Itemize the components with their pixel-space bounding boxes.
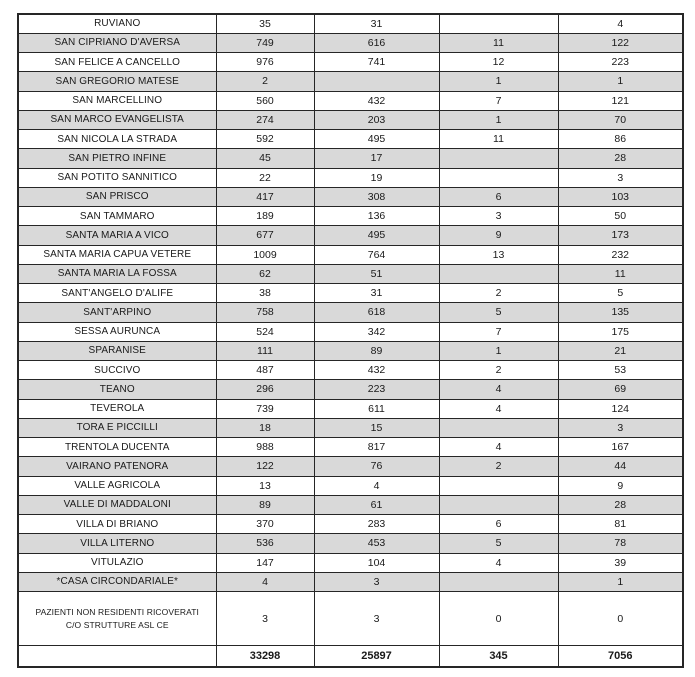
municipality-name-cell: SPARANISE xyxy=(18,341,216,360)
table-row xyxy=(18,91,683,110)
totals-row xyxy=(18,646,683,667)
value-cell: 616 xyxy=(314,33,439,52)
value-cell: 495 xyxy=(314,226,439,245)
municipality-name-cell: SESSA AURUNCA xyxy=(18,322,216,341)
value-cell: 44 xyxy=(558,457,683,476)
municipality-name-cell: TRENTOLA DUCENTA xyxy=(18,438,216,457)
value-cell: 124 xyxy=(558,399,683,418)
table-row xyxy=(18,572,683,591)
municipality-name-cell: SAN PIETRO INFINE xyxy=(18,149,216,168)
value-cell: 78 xyxy=(558,534,683,553)
municipality-name-cell: SAN FELICE A CANCELLO xyxy=(18,53,216,72)
value-cell: 5 xyxy=(558,284,683,303)
value-cell: 487 xyxy=(216,361,314,380)
municipality-name-cell: SANT'ANGELO D'ALIFE xyxy=(18,284,216,303)
value-cell: 13 xyxy=(216,476,314,495)
value-cell: 4 xyxy=(314,476,439,495)
value-cell xyxy=(439,476,558,495)
value-cell: 9 xyxy=(439,226,558,245)
municipality-name-cell: VALLE DI MADDALONI xyxy=(18,495,216,514)
value-cell: 19 xyxy=(314,168,439,187)
value-cell: 18 xyxy=(216,418,314,437)
value-cell: 31 xyxy=(314,14,439,33)
value-cell: 86 xyxy=(558,130,683,149)
table-row xyxy=(18,14,683,33)
value-cell: 1 xyxy=(558,572,683,591)
value-cell: 17 xyxy=(314,149,439,168)
value-cell: 432 xyxy=(314,361,439,380)
value-cell: 749 xyxy=(216,33,314,52)
table-row xyxy=(18,592,683,646)
value-cell: 677 xyxy=(216,226,314,245)
value-cell xyxy=(439,572,558,591)
municipality-name-cell: TEVEROLA xyxy=(18,399,216,418)
value-cell: 89 xyxy=(216,495,314,514)
value-cell: 560 xyxy=(216,91,314,110)
value-cell: 2 xyxy=(439,457,558,476)
value-cell: 22 xyxy=(216,168,314,187)
value-cell: 147 xyxy=(216,553,314,572)
value-cell: 122 xyxy=(558,33,683,52)
value-cell: 5 xyxy=(439,303,558,322)
municipality-name-cell: SANTA MARIA A VICO xyxy=(18,226,216,245)
value-cell: 51 xyxy=(314,264,439,283)
value-cell: 39 xyxy=(558,553,683,572)
totals-value-cell: 33298 xyxy=(216,646,314,667)
municipality-name-cell: SANTA MARIA CAPUA VETERE xyxy=(18,245,216,264)
value-cell: 53 xyxy=(558,361,683,380)
table-row xyxy=(18,72,683,91)
value-cell: 203 xyxy=(314,110,439,129)
municipality-name-cell: RUVIANO xyxy=(18,14,216,33)
municipality-name-cell: *CASA CIRCONDARIALE* xyxy=(18,572,216,591)
municipality-data-table xyxy=(17,13,684,668)
value-cell: 62 xyxy=(216,264,314,283)
value-cell: 3 xyxy=(558,168,683,187)
value-cell: 223 xyxy=(558,53,683,72)
value-cell: 136 xyxy=(314,207,439,226)
value-cell: 1009 xyxy=(216,245,314,264)
municipality-name-cell: SAN MARCELLINO xyxy=(18,91,216,110)
totals-label-cell xyxy=(18,646,216,667)
municipality-name-cell: VITULAZIO xyxy=(18,553,216,572)
value-cell: 536 xyxy=(216,534,314,553)
value-cell: 38 xyxy=(216,284,314,303)
value-cell: 5 xyxy=(439,534,558,553)
value-cell: 11 xyxy=(558,264,683,283)
value-cell: 121 xyxy=(558,91,683,110)
table-row xyxy=(18,168,683,187)
table-row xyxy=(18,245,683,264)
value-cell: 103 xyxy=(558,187,683,206)
value-cell: 175 xyxy=(558,322,683,341)
municipality-name-cell: SANTA MARIA LA FOSSA xyxy=(18,264,216,283)
value-cell: 9 xyxy=(558,476,683,495)
value-cell: 741 xyxy=(314,53,439,72)
value-cell xyxy=(439,495,558,514)
value-cell: 11 xyxy=(439,130,558,149)
value-cell: 69 xyxy=(558,380,683,399)
value-cell: 524 xyxy=(216,322,314,341)
value-cell: 61 xyxy=(314,495,439,514)
value-cell: 976 xyxy=(216,53,314,72)
value-cell: 21 xyxy=(558,341,683,360)
value-cell: 739 xyxy=(216,399,314,418)
value-cell: 611 xyxy=(314,399,439,418)
value-cell: 283 xyxy=(314,515,439,534)
municipality-name-cell: VILLA DI BRIANO xyxy=(18,515,216,534)
municipality-name-cell: TORA E PICCILLI xyxy=(18,418,216,437)
value-cell: 1 xyxy=(439,110,558,129)
value-cell: 223 xyxy=(314,380,439,399)
value-cell: 1 xyxy=(439,72,558,91)
value-cell: 296 xyxy=(216,380,314,399)
municipality-name-cell: SAN NICOLA LA STRADA xyxy=(18,130,216,149)
value-cell: 6 xyxy=(439,515,558,534)
value-cell: 370 xyxy=(216,515,314,534)
value-cell: 3 xyxy=(216,592,314,646)
table-row xyxy=(18,303,683,322)
value-cell: 988 xyxy=(216,438,314,457)
value-cell xyxy=(439,168,558,187)
value-cell: 31 xyxy=(314,284,439,303)
value-cell: 70 xyxy=(558,110,683,129)
municipality-name-cell: VAIRANO PATENORA xyxy=(18,457,216,476)
municipality-name-cell: SUCCIVO xyxy=(18,361,216,380)
value-cell: 3 xyxy=(314,572,439,591)
value-cell: 1 xyxy=(558,72,683,91)
value-cell: 274 xyxy=(216,110,314,129)
value-cell: 3 xyxy=(314,592,439,646)
value-cell: 89 xyxy=(314,341,439,360)
value-cell: 618 xyxy=(314,303,439,322)
table-row xyxy=(18,418,683,437)
totals-value-cell: 7056 xyxy=(558,646,683,667)
municipality-name-cell: SAN TAMMARO xyxy=(18,207,216,226)
value-cell: 13 xyxy=(439,245,558,264)
value-cell: 3 xyxy=(558,418,683,437)
municipality-name-cell: PAZIENTI NON RESIDENTI RICOVERATI C/O STRUTTURE ASL CE xyxy=(18,592,216,646)
value-cell: 11 xyxy=(439,33,558,52)
value-cell: 592 xyxy=(216,130,314,149)
value-cell: 4 xyxy=(558,14,683,33)
value-cell: 6 xyxy=(439,187,558,206)
table-row xyxy=(18,264,683,283)
table-row xyxy=(18,341,683,360)
value-cell xyxy=(314,72,439,91)
table-row xyxy=(18,110,683,129)
municipality-name-cell: VALLE AGRICOLA xyxy=(18,476,216,495)
value-cell: 104 xyxy=(314,553,439,572)
value-cell: 122 xyxy=(216,457,314,476)
value-cell: 453 xyxy=(314,534,439,553)
value-cell: 2 xyxy=(439,361,558,380)
value-cell: 308 xyxy=(314,187,439,206)
value-cell: 0 xyxy=(558,592,683,646)
value-cell: 7 xyxy=(439,322,558,341)
table-row xyxy=(18,149,683,168)
value-cell: 4 xyxy=(439,380,558,399)
value-cell: 4 xyxy=(216,572,314,591)
value-cell: 0 xyxy=(439,592,558,646)
table-row xyxy=(18,33,683,52)
value-cell: 495 xyxy=(314,130,439,149)
municipality-name-cell: SAN CIPRIANO D'AVERSA xyxy=(18,33,216,52)
value-cell: 135 xyxy=(558,303,683,322)
municipality-name-cell: TEANO xyxy=(18,380,216,399)
municipality-name-cell: SAN MARCO EVANGELISTA xyxy=(18,110,216,129)
value-cell: 76 xyxy=(314,457,439,476)
totals-value-cell: 25897 xyxy=(314,646,439,667)
table-row xyxy=(18,53,683,72)
table-row xyxy=(18,534,683,553)
table-row xyxy=(18,226,683,245)
value-cell xyxy=(439,418,558,437)
value-cell: 35 xyxy=(216,14,314,33)
value-cell xyxy=(439,264,558,283)
value-cell: 2 xyxy=(216,72,314,91)
value-cell xyxy=(439,149,558,168)
value-cell: 417 xyxy=(216,187,314,206)
value-cell: 28 xyxy=(558,495,683,514)
value-cell: 189 xyxy=(216,207,314,226)
table-row xyxy=(18,515,683,534)
table-row xyxy=(18,438,683,457)
municipality-name-cell: SAN POTITO SANNITICO xyxy=(18,168,216,187)
value-cell: 342 xyxy=(314,322,439,341)
table-row xyxy=(18,187,683,206)
table-row xyxy=(18,322,683,341)
value-cell: 111 xyxy=(216,341,314,360)
municipality-name-cell: SANT'ARPINO xyxy=(18,303,216,322)
municipality-name-cell: SAN PRISCO xyxy=(18,187,216,206)
value-cell: 4 xyxy=(439,553,558,572)
value-cell xyxy=(439,14,558,33)
table-row xyxy=(18,207,683,226)
value-cell: 232 xyxy=(558,245,683,264)
municipality-name-cell: VILLA LITERNO xyxy=(18,534,216,553)
table-row xyxy=(18,457,683,476)
value-cell: 81 xyxy=(558,515,683,534)
table-row xyxy=(18,495,683,514)
table-row xyxy=(18,361,683,380)
table-row xyxy=(18,553,683,572)
value-cell: 28 xyxy=(558,149,683,168)
value-cell: 764 xyxy=(314,245,439,264)
value-cell: 45 xyxy=(216,149,314,168)
value-cell: 4 xyxy=(439,399,558,418)
value-cell: 817 xyxy=(314,438,439,457)
table-row xyxy=(18,399,683,418)
value-cell: 15 xyxy=(314,418,439,437)
value-cell: 432 xyxy=(314,91,439,110)
value-cell: 758 xyxy=(216,303,314,322)
table-row xyxy=(18,130,683,149)
value-cell: 2 xyxy=(439,284,558,303)
table-row xyxy=(18,476,683,495)
table-row xyxy=(18,284,683,303)
value-cell: 3 xyxy=(439,207,558,226)
value-cell: 50 xyxy=(558,207,683,226)
value-cell: 7 xyxy=(439,91,558,110)
totals-value-cell: 345 xyxy=(439,646,558,667)
table-body xyxy=(18,14,683,667)
value-cell: 167 xyxy=(558,438,683,457)
value-cell: 12 xyxy=(439,53,558,72)
value-cell: 173 xyxy=(558,226,683,245)
value-cell: 4 xyxy=(439,438,558,457)
table-row xyxy=(18,380,683,399)
municipality-name-cell: SAN GREGORIO MATESE xyxy=(18,72,216,91)
value-cell: 1 xyxy=(439,341,558,360)
